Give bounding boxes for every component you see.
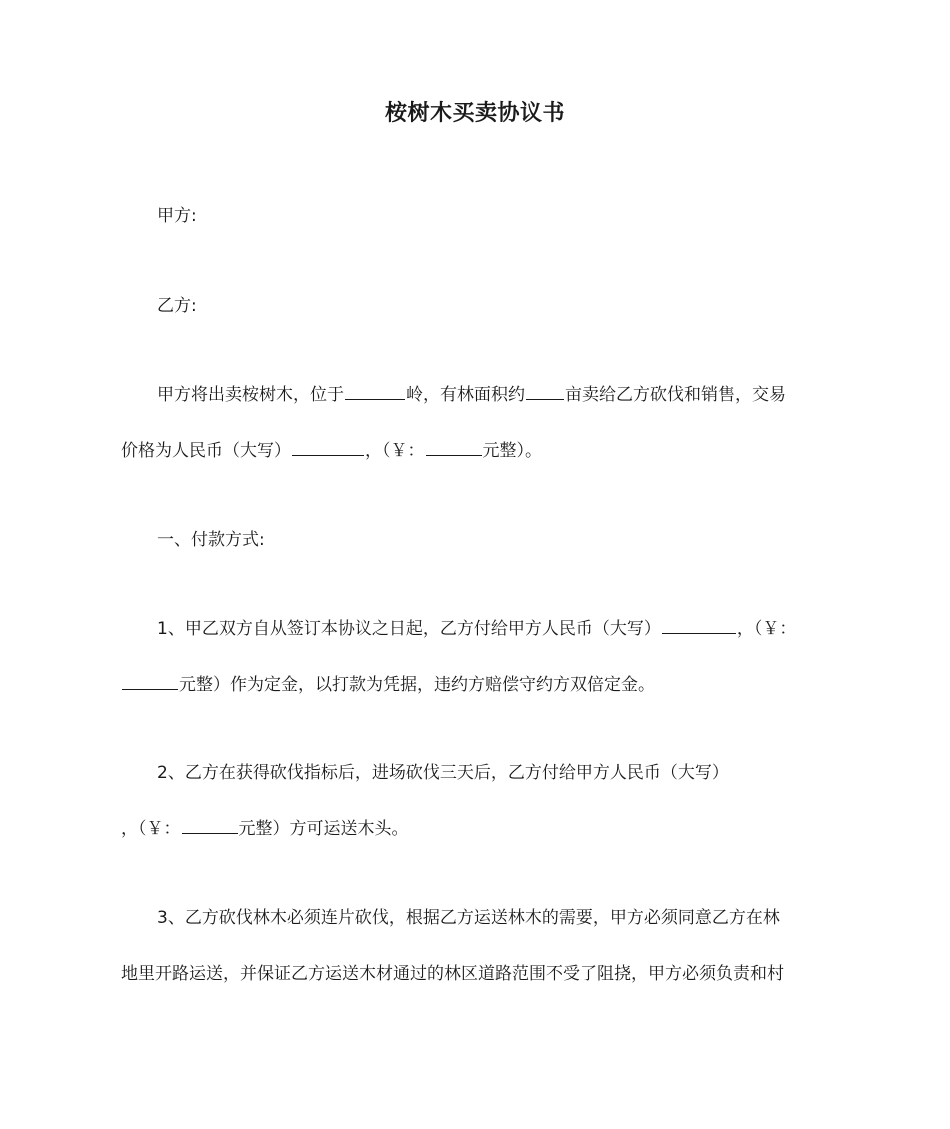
item-2-line-2 bbox=[121, 801, 833, 857]
sale-text-price: 价格为人民币（大写） bbox=[121, 441, 291, 461]
sale-paragraph bbox=[121, 367, 833, 479]
blank-location bbox=[345, 383, 405, 400]
party-b-line: 乙方: bbox=[157, 296, 197, 316]
blank-payment-number bbox=[182, 817, 238, 834]
blank-area bbox=[526, 383, 564, 400]
item-1-text: 1、甲乙双方自从签订本协议之日起，乙方付给甲方人民币（大写） bbox=[157, 619, 661, 639]
document-title: 桉树木买卖协议书 bbox=[384, 101, 565, 126]
item-3-paragraph bbox=[121, 890, 833, 1002]
sale-text-end: 元整）。 bbox=[482, 441, 542, 461]
item-1-yen: ，（￥： bbox=[736, 619, 797, 639]
blank-deposit-number bbox=[122, 673, 178, 690]
item-1-line-2 bbox=[121, 657, 833, 713]
item-2-paragraph bbox=[121, 745, 833, 857]
sale-line-1 bbox=[121, 367, 833, 423]
sale-text-yen: ，（￥： bbox=[365, 441, 425, 461]
blank-deposit-words bbox=[662, 617, 736, 634]
section-1-heading: 一、付款方式: bbox=[157, 530, 265, 550]
sale-line-2 bbox=[121, 423, 833, 479]
item-1-text-end: 元整）作为定金，以打款为凭据，违约方赔偿守约方双倍定金。 bbox=[179, 675, 655, 695]
item-3-line-1: 3、乙方砍伐林木必须连片砍伐，根据乙方运送林木的需要，甲方必须同意乙方在林 bbox=[157, 908, 780, 928]
sale-text-sell: 亩卖给乙方砍伐和销售，交易 bbox=[565, 385, 786, 405]
sale-text-area: 岭，有林面积约 bbox=[406, 385, 525, 405]
item-2-line-1: 2、乙方在获得砍伐指标后，进场砍伐三天后，乙方付给甲方人民币（大写） bbox=[157, 763, 729, 783]
item-2-text-end: 元整）方可运送木头。 bbox=[238, 819, 409, 839]
sale-text-location: 甲方将出卖桉树木，位于 bbox=[157, 385, 344, 405]
item-2-yen: ，（￥： bbox=[121, 819, 181, 839]
item-3-line-2: 地里开路运送，并保证乙方运送木材通过的林区道路范围不受了阻挠，甲方必须负责和村 bbox=[121, 964, 784, 984]
blank-price-words bbox=[292, 439, 364, 456]
item-1-line-1 bbox=[121, 601, 833, 657]
item-1-paragraph bbox=[121, 601, 833, 713]
party-a-line: 甲方: bbox=[157, 206, 197, 226]
blank-price-number bbox=[426, 439, 482, 456]
